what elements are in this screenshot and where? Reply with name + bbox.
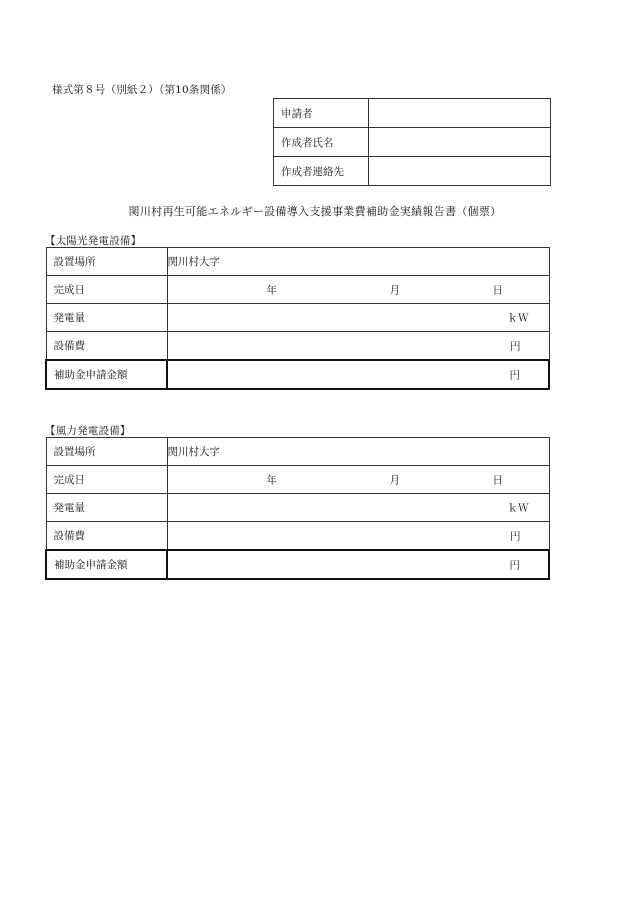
day-mark: 日	[492, 474, 503, 486]
month-mark: 月	[389, 284, 400, 296]
solar-section-title: 【太陽光発電設備】	[45, 235, 142, 247]
solar-cost-field[interactable]	[167, 332, 549, 361]
kw-unit: ｋＷ	[507, 312, 529, 324]
month-mark: 月	[389, 474, 400, 486]
document-title: 関川村再生可能エネルギー設備導入支援事業費補助金実績報告書（個票）	[128, 205, 502, 218]
wind-cost-row	[46, 522, 549, 551]
solar-subsidy-field[interactable]	[167, 360, 549, 389]
yen-unit: 円	[510, 340, 521, 352]
kw-unit: ｋＷ	[507, 502, 529, 514]
author-contact-row	[274, 157, 551, 186]
wind-subsidy-label: 補助金申請金額	[46, 550, 167, 579]
applicant-info-table	[273, 98, 551, 186]
wind-equipment-table	[45, 437, 550, 580]
author-name-field[interactable]	[369, 128, 551, 157]
solar-equipment-table	[45, 247, 550, 390]
wind-subsidy-field[interactable]	[167, 550, 549, 579]
solar-subsidy-row	[46, 360, 549, 389]
solar-location-row	[46, 248, 549, 276]
solar-output-row	[46, 304, 549, 332]
wind-completion-row	[46, 466, 549, 494]
wind-cost-label: 設備費	[46, 522, 167, 551]
solar-location-label: 設置場所	[46, 248, 167, 276]
form-number: 様式第８号（別紙２）（第10条関係）	[52, 84, 232, 96]
wind-completion-field[interactable]	[167, 466, 549, 494]
author-name-row	[274, 128, 551, 157]
wind-subsidy-row	[46, 550, 549, 579]
solar-cost-row	[46, 332, 549, 361]
solar-completion-row	[46, 276, 549, 304]
solar-subsidy-label: 補助金申請金額	[46, 360, 167, 389]
wind-section-title: 【風力発電設備】	[45, 425, 131, 437]
wind-location-label: 設置場所	[46, 438, 167, 466]
wind-completion-label: 完成日	[46, 466, 167, 494]
year-mark: 年	[266, 474, 277, 486]
author-contact-label: 作成者連絡先	[274, 157, 369, 186]
solar-output-field[interactable]	[167, 304, 549, 332]
applicant-row	[274, 99, 551, 128]
applicant-label: 申請者	[274, 99, 369, 128]
solar-location-field[interactable]: 関川村大字	[167, 248, 549, 276]
author-name-label: 作成者氏名	[274, 128, 369, 157]
wind-output-label: 発電量	[46, 494, 167, 522]
wind-location-row	[46, 438, 549, 466]
solar-output-label: 発電量	[46, 304, 167, 332]
wind-location-field[interactable]: 関川村大字	[167, 438, 549, 466]
solar-completion-label: 完成日	[46, 276, 167, 304]
wind-cost-field[interactable]	[167, 522, 549, 551]
year-mark: 年	[266, 284, 277, 296]
solar-cost-label: 設備費	[46, 332, 167, 361]
applicant-field[interactable]	[369, 99, 551, 128]
author-contact-field[interactable]	[369, 157, 551, 186]
wind-output-field[interactable]	[167, 494, 549, 522]
solar-completion-field[interactable]	[167, 276, 549, 304]
wind-output-row	[46, 494, 549, 522]
day-mark: 日	[492, 284, 503, 296]
yen-unit: 円	[509, 559, 520, 571]
yen-unit: 円	[510, 530, 521, 542]
yen-unit: 円	[509, 369, 520, 381]
